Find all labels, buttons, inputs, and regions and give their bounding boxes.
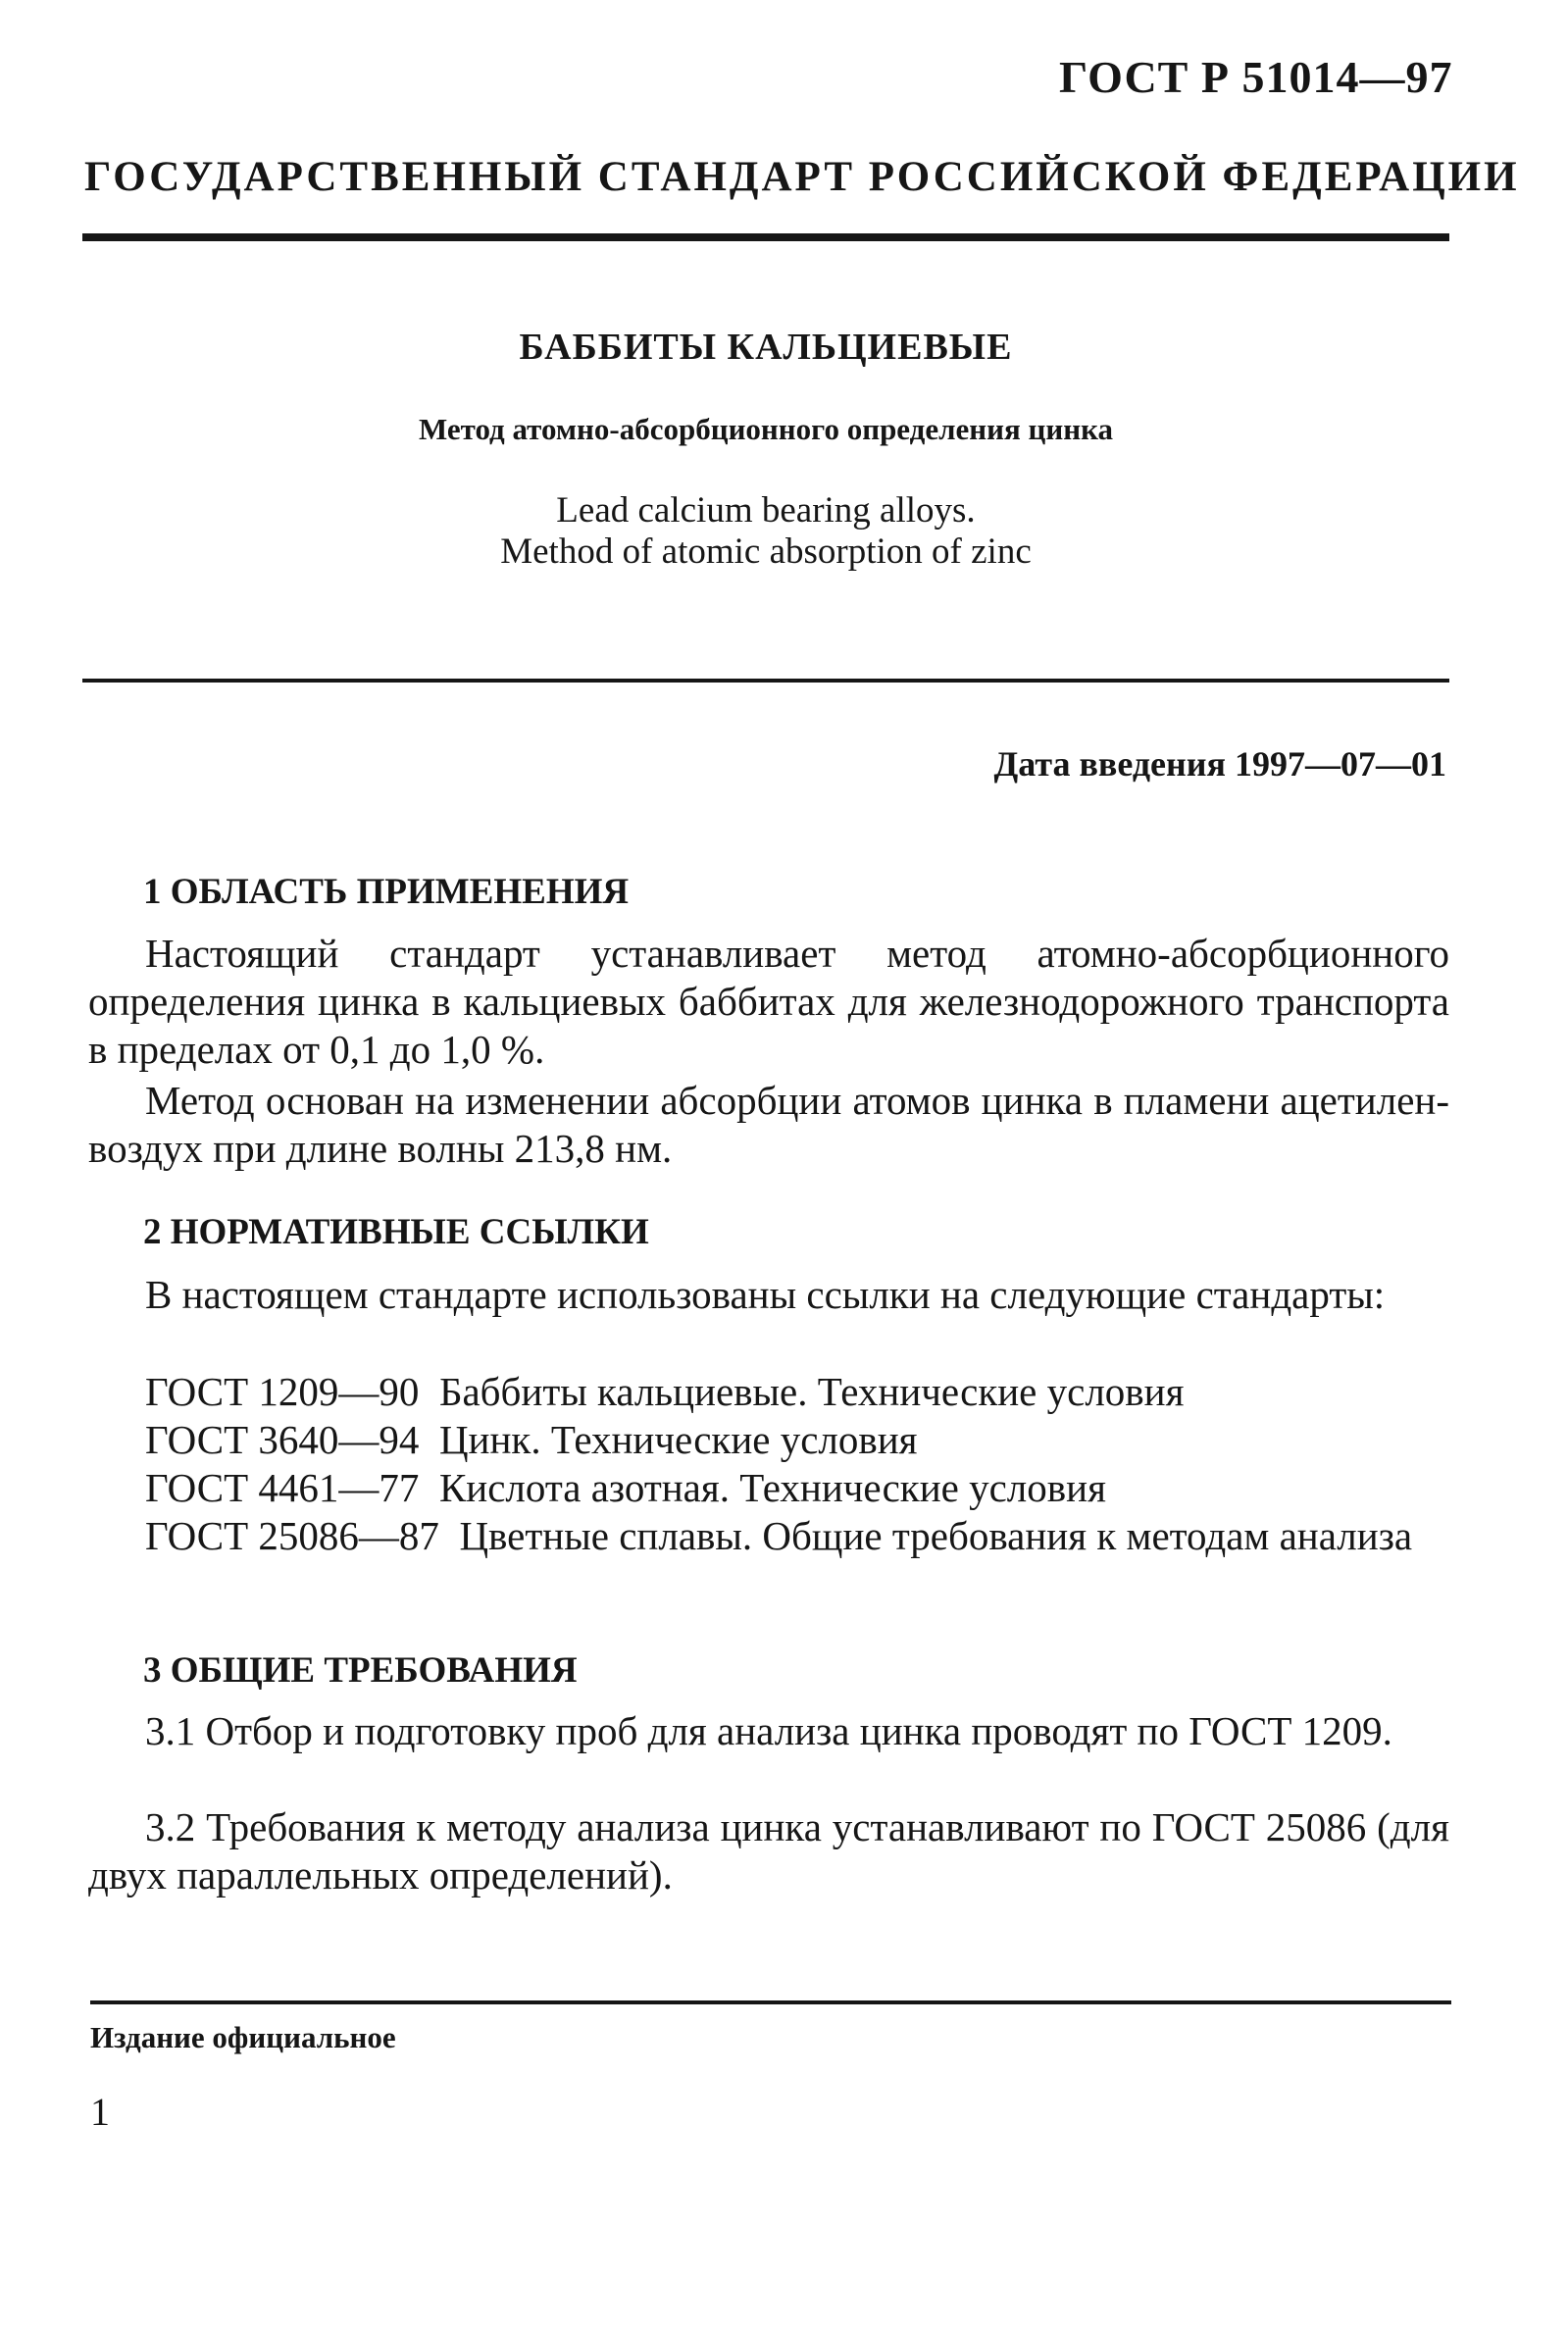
- footer-divider: [90, 2000, 1451, 2004]
- document-subtitle: Метод атомно-абсорбционного определения цинка: [419, 412, 1113, 446]
- english-title-line-2: Method of atomic absorption of zinc: [500, 531, 1032, 572]
- section-heading-general: 3 ОБЩИЕ ТРЕБОВАНИЯ: [143, 1650, 578, 1691]
- gost-number: ГОСТ Р 51014—97: [1059, 52, 1453, 102]
- reference-code: ГОСТ 1209—90: [145, 1369, 420, 1414]
- reference-item: [88, 1368, 1449, 1416]
- reference-title: Цинк. Технические условия: [438, 1417, 918, 1462]
- document-title: БАББИТЫ КАЛЬЦИЕВЫЕ: [519, 327, 1013, 368]
- title-divider: [82, 679, 1449, 683]
- reference-title: Кислота азотная. Технические условия: [438, 1465, 1106, 1510]
- section-heading-scope: 1 ОБЛАСТЬ ПРИМЕНЕНИЯ: [143, 872, 630, 912]
- reference-item: [88, 1416, 1449, 1464]
- references-intro: В настоящем стандарте использованы ссылки на следующие стандарты:: [145, 1272, 1386, 1317]
- reference-title: Баббиты кальциевые. Технические условия: [438, 1369, 1185, 1414]
- official-edition-label: Издание официальное: [90, 2020, 396, 2054]
- scope-paragraph-2: Метод основан на изменении абсорбции атомов цинка в пламени ацетилен-воздух при длине волны 213,8 нм.: [88, 1078, 1449, 1171]
- clause-3-2: 3.2 Требования к методу анализа цинка устанавливают по ГОСТ 25086 (для двух параллельных определений).: [88, 1804, 1449, 1898]
- reference-code: ГОСТ 3640—94: [145, 1417, 420, 1462]
- clause-3-1: 3.1 Отбор и подготовку проб для анализа цинка проводят по ГОСТ 1209.: [145, 1708, 1392, 1753]
- page-number: 1: [90, 2090, 110, 2134]
- state-standard-title: ГОСУДАРСТВЕННЫЙ СТАНДАРТ РОССИЙСКОЙ ФЕДЕРАЦИИ: [84, 154, 1520, 200]
- section-heading-references: 2 НОРМАТИВНЫЕ ССЫЛКИ: [143, 1212, 649, 1252]
- english-title-line-1: Lead calcium bearing alloys.: [556, 490, 976, 531]
- reference-code: ГОСТ 25086—87: [145, 1513, 439, 1558]
- header-divider: [82, 233, 1449, 241]
- reference-list: [88, 1368, 1449, 1560]
- reference-code: ГОСТ 4461—77: [145, 1465, 420, 1510]
- reference-title: Цветные сплавы. Общие требования к методам анализа: [459, 1513, 1413, 1558]
- reference-item: [88, 1464, 1449, 1512]
- reference-item: [88, 1512, 1449, 1560]
- introduction-date: Дата введения 1997—07—01: [993, 744, 1446, 784]
- scope-paragraph-1: Настоящий стандарт устанавливает метод атомно-абсорбционного определения цинка в кальциевых баббитах для железнодорожного транспорта в пределах от 0,1 до 1,0 %.: [88, 931, 1449, 1072]
